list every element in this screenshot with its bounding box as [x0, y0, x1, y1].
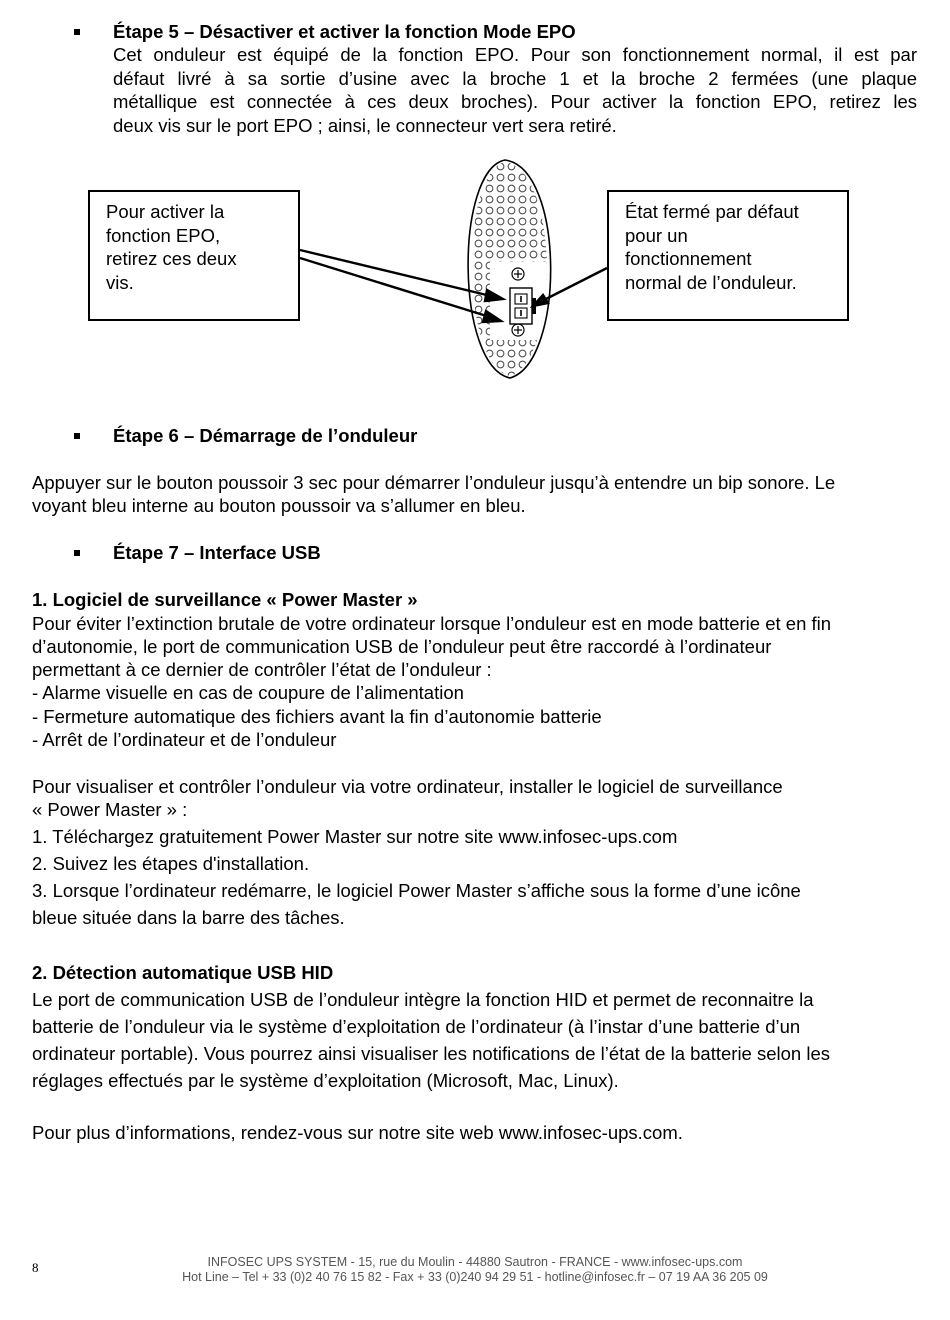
text-line: permettant à ce dernier de contrôler l’état de l’onduleur : — [32, 659, 492, 680]
text-line: Cet onduleur est équipé de la fonction EPO. Pour son fonctionnement normal, il est par — [113, 44, 917, 65]
list-item: 1. Téléchargez gratuitement Power Master sur notre site www.infosec-ups.com — [32, 826, 678, 847]
screw-icon — [512, 324, 524, 336]
callout-line: pour un — [625, 224, 688, 246]
page-number: 8 — [32, 1260, 39, 1275]
step5-paragraph — [113, 43, 917, 137]
text-line: ordinateur portable). Vous pourrez ainsi visualiser les notifications de l’état de la batterie selon les — [32, 1043, 831, 1064]
step5-title: Étape 5 – Désactiver et activer la fonction Mode EPO — [113, 21, 576, 42]
screw-icon — [512, 268, 524, 280]
section2-heading: 2. Détection automatique USB HID — [32, 962, 334, 983]
list-item: 2. Suivez les étapes d'installation. — [32, 853, 310, 874]
text-line: batterie de l’onduleur via le système d’exploitation de l’ordinateur (à l’instar d’une batterie d’un — [32, 1016, 801, 1037]
callout-line: vis. — [106, 271, 134, 293]
text-line: défaut livré à sa sortie d’usine avec la broche 1 et la broche 2 fermées (une plaque — [113, 67, 917, 89]
text-line: Appuyer sur le bouton poussoir 3 sec pour démarrer l’onduleur jusqu’à entendre un bip sonore. Le — [32, 472, 836, 493]
text-line: d’autonomie, le port de communication USB de l’onduleur peut être raccordé à l’ordinateur — [32, 636, 772, 657]
step7-title: Étape 7 – Interface USB — [113, 542, 321, 563]
step6-title: Étape 6 – Démarrage de l’onduleur — [113, 425, 418, 446]
list-item: - Arrêt de l’ordinateur et de l’onduleur — [32, 729, 337, 750]
callout-line: État fermé par défaut — [625, 201, 799, 222]
bullet-marker — [74, 29, 80, 35]
text-line: « Power Master » : — [32, 799, 188, 820]
bullet-marker — [74, 433, 80, 439]
text-line: bleue située dans la barre des tâches. — [32, 907, 345, 928]
text-line: Pour éviter l’extinction brutale de votre ordinateur lorsque l’onduleur est en mode batterie et en fin — [32, 613, 832, 634]
list-item: - Alarme visuelle en cas de coupure de l’alimentation — [32, 682, 464, 703]
list-item: 3. Lorsque l’ordinateur redémarre, le logiciel Power Master s’affiche sous la forme d’une icône — [32, 880, 801, 901]
list-item: - Fermeture automatique des fichiers avant la fin d’autonomie batterie — [32, 706, 602, 727]
callout-line: normal de l’onduleur. — [625, 271, 797, 293]
text-line: métallique est connectée à ces deux broches). Pour activer la fonction EPO, retirez les — [113, 91, 917, 112]
text-line: Le port de communication USB de l’onduleur intègre la fonction HID et permet de reconnaitre la — [32, 989, 814, 1010]
text-line: voyant bleu interne au bouton poussoir va s’allumer en bleu. — [32, 495, 526, 516]
text-line: deux vis sur le port EPO ; ainsi, le connecteur vert sera retiré. — [113, 114, 617, 136]
text-line: Pour visualiser et contrôler l’onduleur via votre ordinateur, installer le logiciel de surveillance — [32, 776, 783, 797]
text-line: réglages effectués par le système d’exploitation (Microsoft, Mac, Linux). — [32, 1070, 619, 1091]
callout-line: fonction EPO, — [106, 224, 221, 246]
section1-heading: 1. Logiciel de surveillance « Power Master » — [32, 589, 418, 610]
callout-line: retirez ces deux — [106, 248, 237, 269]
footer-line-2: Hot Line – Tel + 33 (0)2 40 76 15 82 - Fax + 33 (0)240 94 29 51 - hotline@infosec.fr – 07 19 AA 36 205 09 — [182, 1270, 768, 1284]
callout-line: fonctionnement — [625, 248, 752, 269]
closing-text: Pour plus d’informations, rendez-vous sur notre site web www.infosec-ups.com. — [32, 1122, 683, 1143]
ups-epo-port-illustration — [0, 150, 950, 390]
footer-line-1: INFOSEC UPS SYSTEM - 15, rue du Moulin - 44880 Sautron - FRANCE - www.infosec-ups.com — [207, 1255, 743, 1269]
callout-line: Pour activer la — [106, 201, 225, 222]
bullet-marker — [74, 550, 80, 556]
